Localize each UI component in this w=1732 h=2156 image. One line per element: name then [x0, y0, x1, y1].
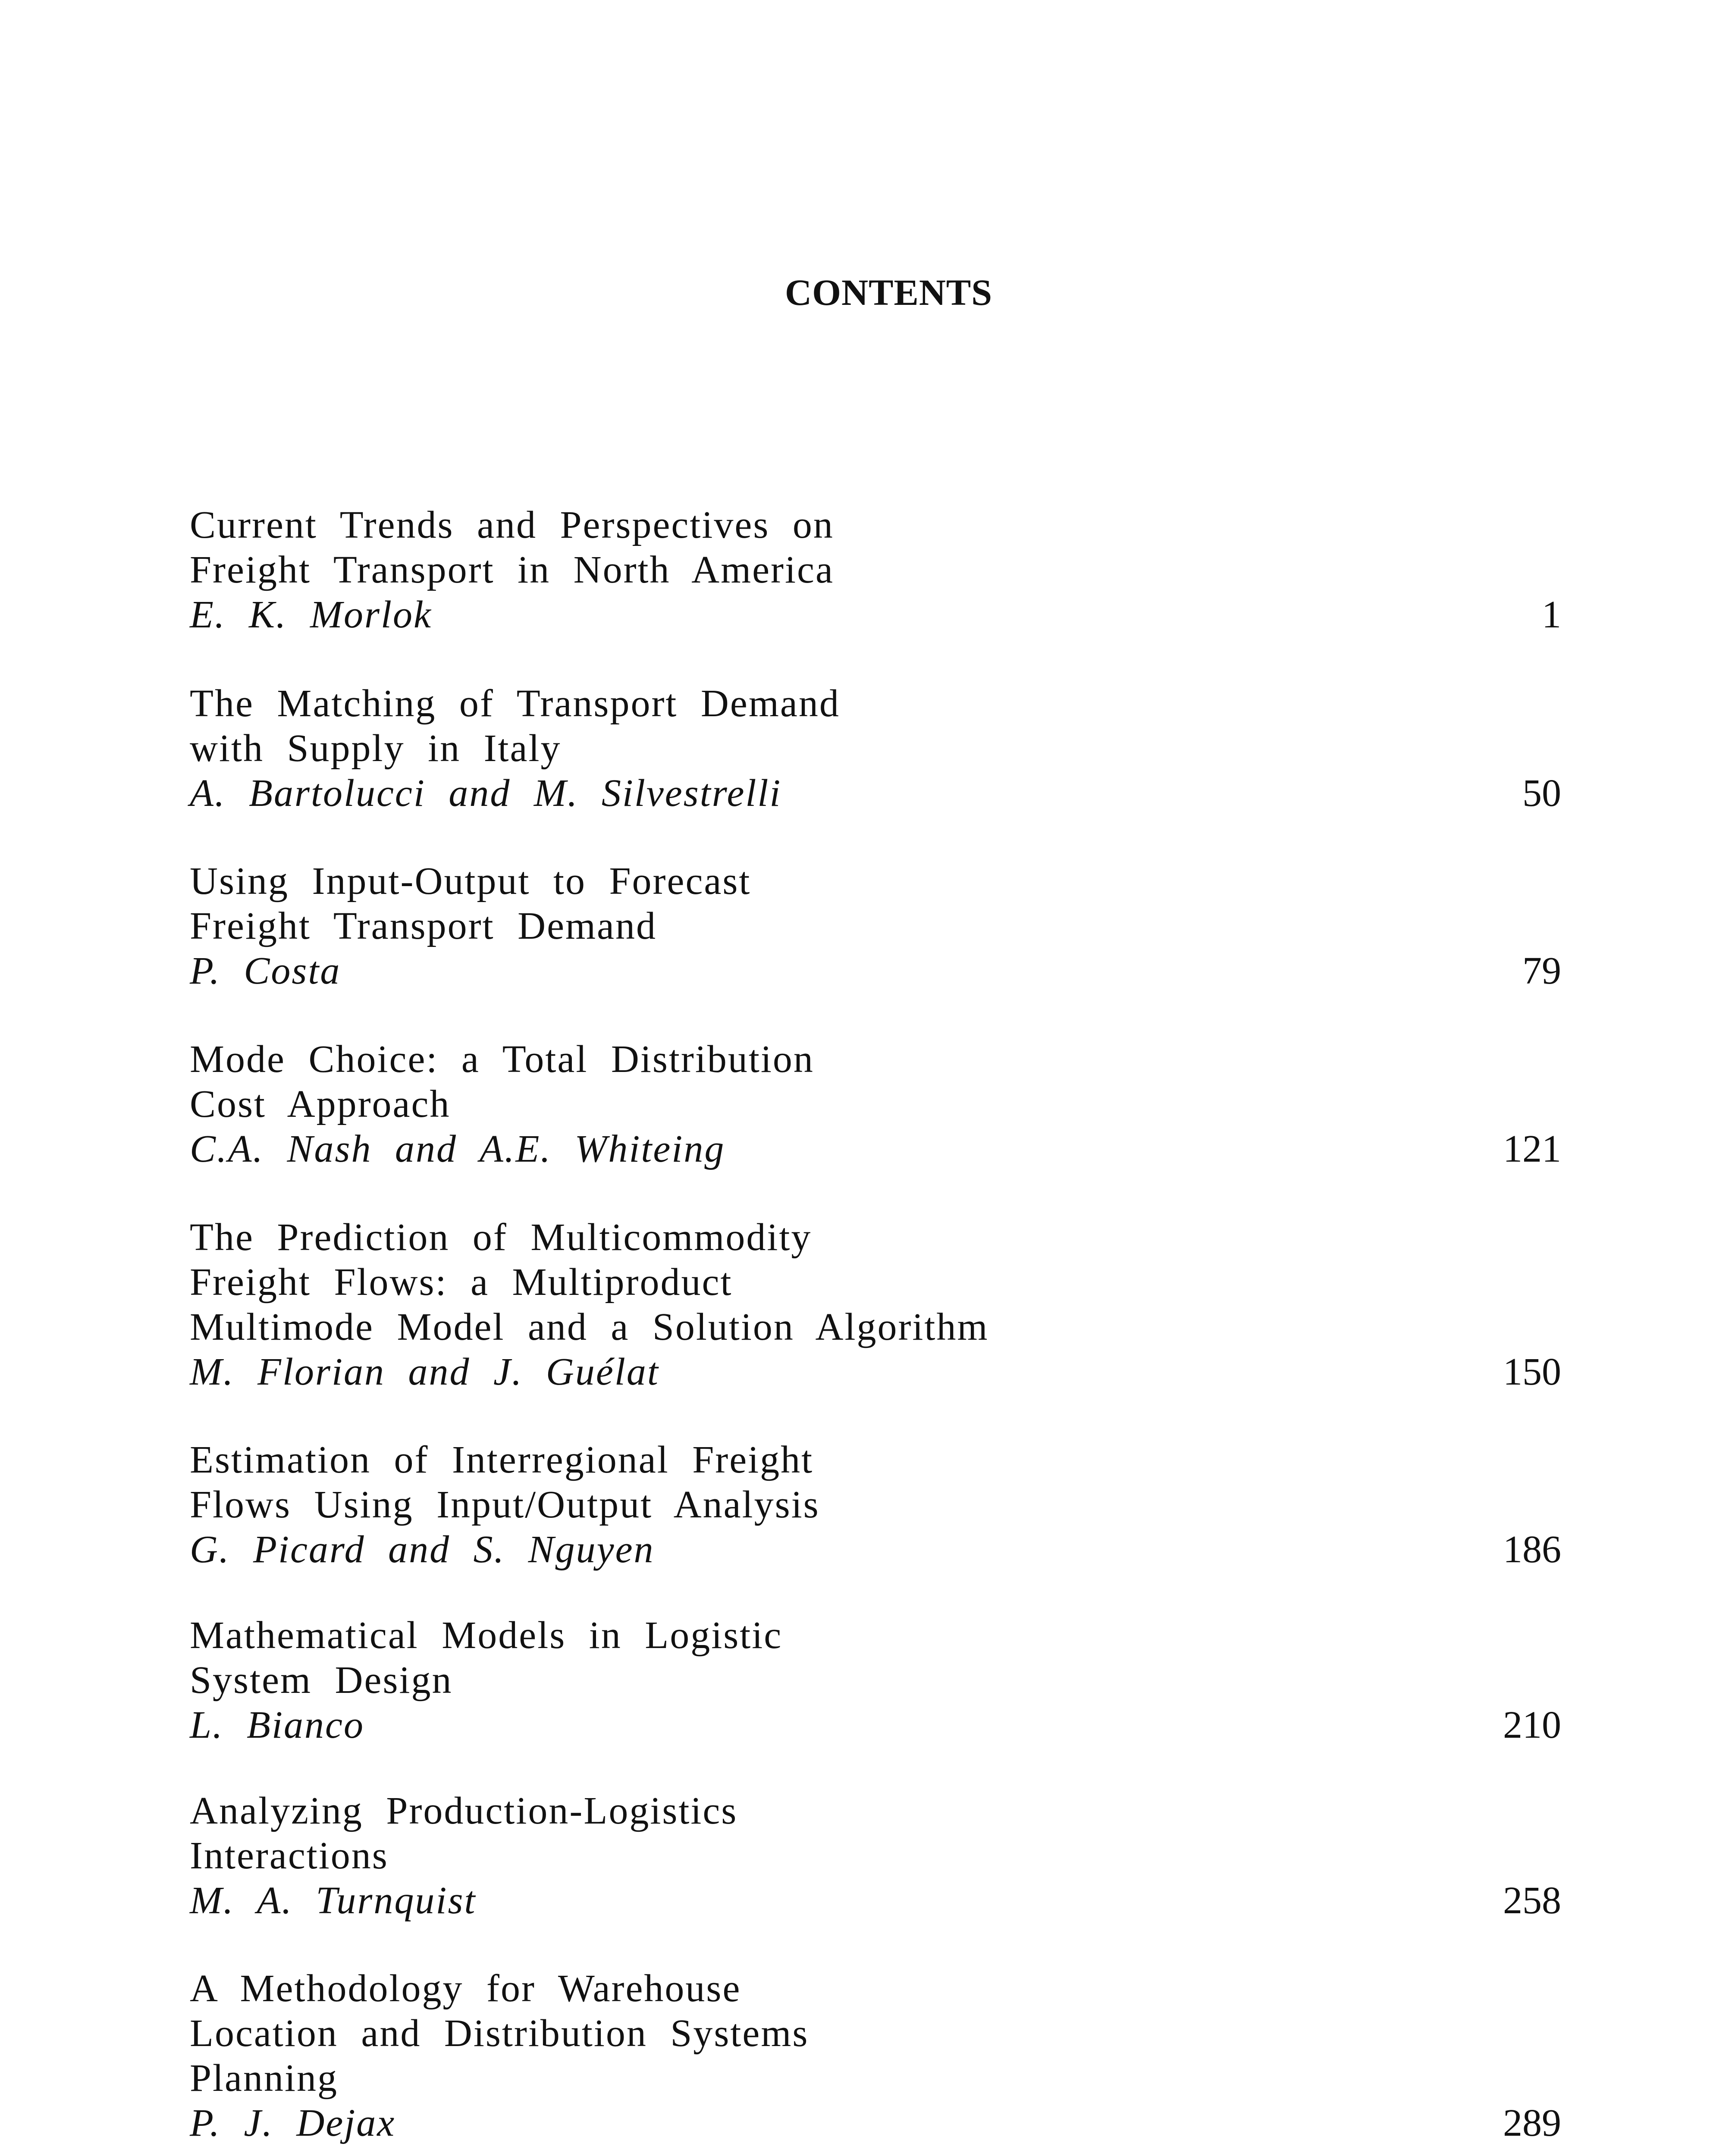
entry-author: M. Florian and J. Guélat	[190, 1351, 659, 1393]
entry-title-line: Interactions	[190, 1834, 389, 1877]
entry-author: G. Picard and S. Nguyen	[190, 1528, 655, 1571]
entry-title-line: Freight Transport in North America	[190, 548, 834, 591]
entry-title-line: The Prediction of Multicommodity	[190, 1216, 812, 1259]
entry-title-line: Using Input-Output to Forecast	[190, 860, 751, 903]
toc-entry	[190, 503, 1561, 637]
entry-author: L. Bianco	[190, 1704, 364, 1746]
toc-entry	[190, 1789, 1561, 1923]
entry-page-number: 289	[1503, 2102, 1561, 2144]
entry-title-line: Freight Transport Demand	[190, 905, 657, 947]
entry-page-number: 50	[1522, 772, 1561, 815]
entry-page-number: 79	[1522, 950, 1561, 992]
entry-page-number: 121	[1503, 1128, 1561, 1170]
entry-title-line: Multimode Model and a Solution Algorithm	[190, 1306, 989, 1348]
entry-author: A. Bartolucci and M. Silvestrelli	[190, 772, 782, 815]
page-title: CONTENTS	[785, 272, 993, 313]
entry-title-line: with Supply in Italy	[190, 727, 562, 770]
entry-author: C.A. Nash and A.E. Whiteing	[190, 1128, 725, 1170]
toc-entry	[190, 1037, 1561, 1172]
toc-entry	[190, 859, 1561, 993]
toc-entry	[190, 1966, 1561, 2146]
toc-entry	[190, 1613, 1561, 1748]
entry-page-number: 210	[1503, 1704, 1561, 1746]
entry-title-line: Analyzing Production-Logistics	[190, 1789, 738, 1832]
entry-author: P. J. Dejax	[190, 2102, 396, 2144]
entry-author: M. A. Turnquist	[190, 1879, 477, 1922]
entry-title-line: Estimation of Interregional Freight	[190, 1438, 814, 1481]
toc-entry	[190, 1438, 1561, 1572]
entry-title-line: Current Trends and Perspectives on	[190, 504, 834, 546]
entry-page-number: 186	[1503, 1528, 1561, 1571]
entry-title-line: System Design	[190, 1659, 453, 1702]
entry-page-number: 150	[1503, 1351, 1561, 1393]
entry-title-line: Flows Using Input/Output Analysis	[190, 1483, 820, 1526]
toc-entry	[190, 681, 1561, 816]
entry-page-number: 1	[1542, 593, 1561, 636]
entry-title-line: Location and Distribution Systems	[190, 2012, 809, 2055]
toc-entry	[190, 1215, 1561, 1395]
entry-page-number: 258	[1503, 1879, 1561, 1922]
entry-title-line: Mathematical Models in Logistic	[190, 1614, 783, 1657]
entry-title-line: The Matching of Transport Demand	[190, 682, 840, 725]
entry-author: E. K. Morlok	[190, 593, 432, 636]
entry-title-line: A Methodology for Warehouse	[190, 1967, 741, 2010]
entry-title-line: Freight Flows: a Multiproduct	[190, 1261, 733, 1304]
entry-title-line: Planning	[190, 2057, 339, 2100]
entry-author: P. Costa	[190, 950, 341, 992]
entry-title-line: Cost Approach	[190, 1083, 451, 1125]
entry-title-line: Mode Choice: a Total Distribution	[190, 1038, 814, 1081]
